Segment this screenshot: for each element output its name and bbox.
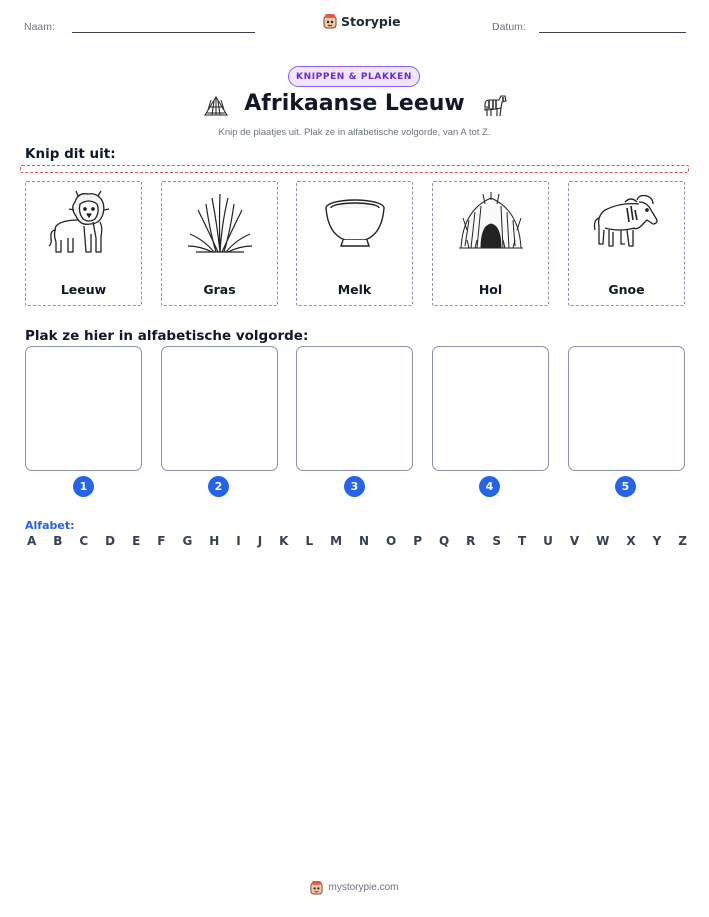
alphabet-letter: U	[543, 534, 553, 548]
card-label: Gras	[203, 282, 236, 297]
den-icon	[455, 190, 527, 256]
paste-heading: Plak ze hier in alfabetische volgorde:	[25, 328, 309, 344]
date-field[interactable]	[539, 32, 686, 33]
alphabet-letter: X	[626, 534, 636, 548]
alphabet-letter: D	[105, 534, 116, 548]
alphabet-letter: E	[132, 534, 141, 548]
cut-line	[20, 165, 689, 173]
alphabet-letter: A	[27, 534, 37, 548]
slot-number-2: 2	[208, 476, 229, 497]
paste-slot-4[interactable]	[432, 346, 549, 471]
name-field[interactable]	[72, 32, 255, 33]
alphabet-letter: F	[157, 534, 166, 548]
alphabet-letter: N	[359, 534, 370, 548]
wildebeest-icon	[591, 190, 663, 256]
alphabet-letter: Y	[652, 534, 662, 548]
card-label: Melk	[337, 282, 372, 297]
alphabet-letter: G	[182, 534, 193, 548]
card-label: Leeuw	[60, 282, 107, 297]
cut-card-leeuw[interactable]	[25, 181, 142, 306]
paste-slot-1[interactable]	[25, 346, 142, 471]
zebra-icon	[481, 94, 509, 122]
alphabet-letter: O	[386, 534, 397, 548]
slot-number-4: 4	[479, 476, 500, 497]
alphabet-letter: P	[413, 534, 422, 548]
alphabet-letter: Q	[438, 534, 450, 548]
brand-name: Storypie	[341, 13, 401, 29]
alphabet-heading: Alfabet:	[25, 519, 75, 532]
alphabet-letter: J	[257, 534, 263, 548]
slot-number-3: 3	[344, 476, 365, 497]
storypie-mascot-icon	[310, 880, 323, 895]
alphabet-letter: C	[79, 534, 89, 548]
activity-badge: KNIPPEN & PLAKKEN	[288, 66, 420, 87]
date-label: Datum:	[492, 21, 526, 33]
milk-bowl-icon	[319, 190, 391, 256]
lion-icon	[48, 190, 120, 256]
alphabet-letter: Z	[678, 534, 687, 548]
alphabet-letter: M	[330, 534, 343, 548]
footer	[0, 880, 709, 895]
paste-slot-5[interactable]	[568, 346, 685, 471]
name-label: Naam:	[24, 21, 55, 33]
cut-card-gnoe[interactable]	[568, 181, 685, 306]
paste-slot-2[interactable]	[161, 346, 278, 471]
alphabet-letter: W	[596, 534, 610, 548]
cut-card-gras[interactable]	[161, 181, 278, 306]
alphabet-letter: V	[569, 534, 580, 548]
slot-number-1: 1	[73, 476, 94, 497]
alphabet-letter: L	[305, 534, 314, 548]
paste-slot-3[interactable]	[296, 346, 413, 471]
alphabet-letter: S	[492, 534, 501, 548]
page-title: Afrikaanse Leeuw	[244, 91, 465, 116]
alphabet-letter: T	[517, 534, 527, 548]
storypie-mascot-icon	[323, 13, 337, 29]
slot-number-5: 5	[615, 476, 636, 497]
alphabet-letter: R	[466, 534, 476, 548]
cut-card-melk[interactable]	[296, 181, 413, 306]
brand-logo	[323, 13, 401, 29]
cut-heading: Knip dit uit:	[25, 146, 116, 162]
grass-icon	[184, 190, 256, 256]
alphabet-row	[27, 534, 687, 548]
alphabet-letter: K	[279, 534, 289, 548]
card-label: Hol	[478, 282, 503, 297]
alphabet-letter: I	[236, 534, 241, 548]
instructions: Knip de plaatjes uit. Plak ze in alfabetische volgorde, van A tot Z.	[218, 127, 491, 138]
footer-url[interactable]: mystorypie.com	[328, 882, 399, 893]
alphabet-letter: B	[53, 534, 63, 548]
cut-card-hol[interactable]	[432, 181, 549, 306]
alphabet-letter: H	[209, 534, 220, 548]
card-label: Gnoe	[608, 282, 645, 297]
